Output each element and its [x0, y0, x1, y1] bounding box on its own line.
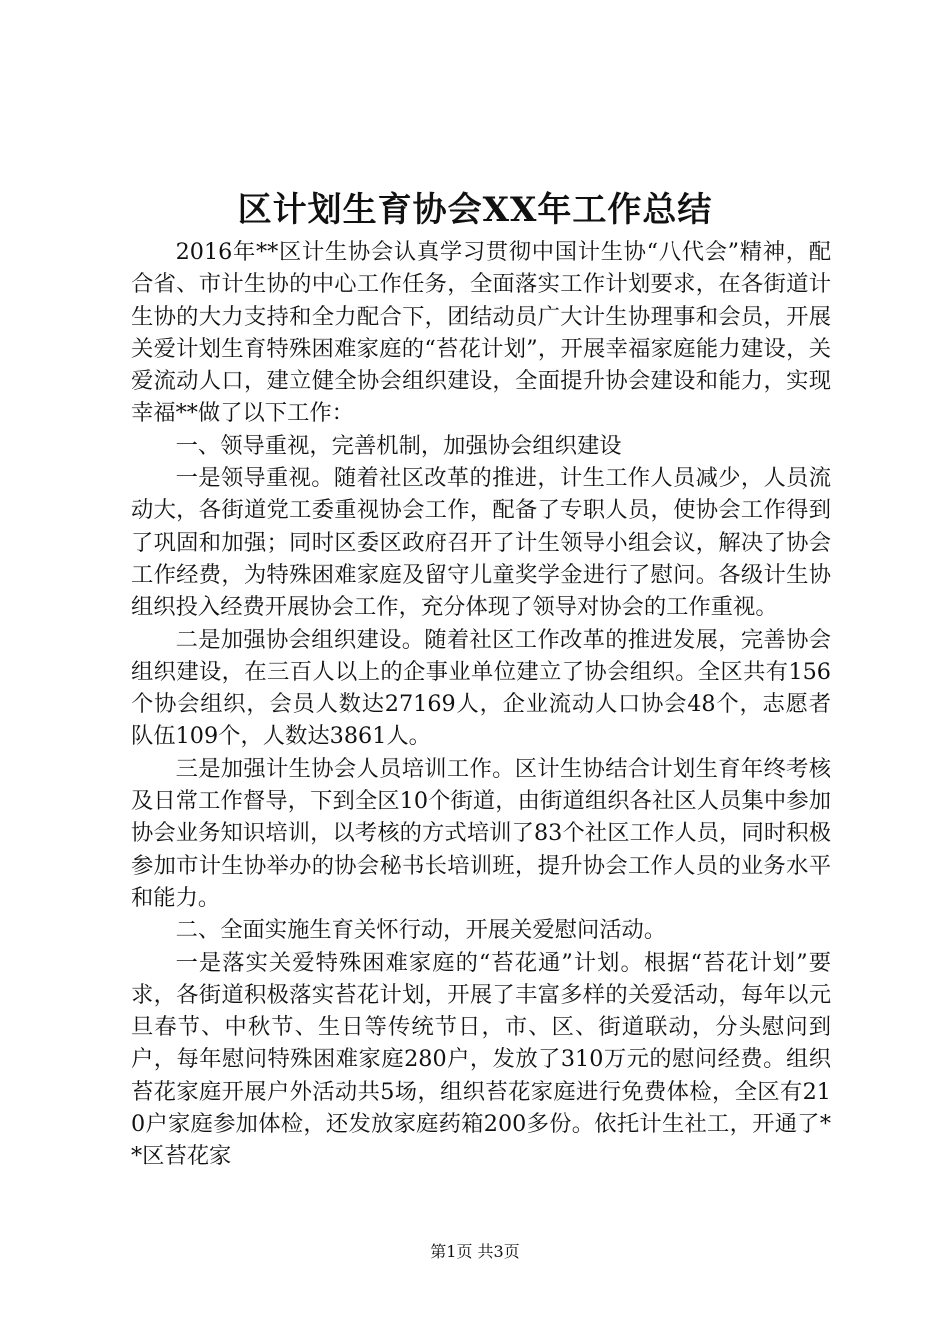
- paragraph-training: 三是加强计生协会人员培训工作。区计生协结合计划生育年终考核及日常工作督导，下到全区10个街道，由街道组织各社区人员集中参加协会业务知识培训，以考核的方式培训了83个社区工作人员，同时积极参加市计生协举办的协会秘书长培训班，提升协会工作人员的业务水平和能力。: [131, 755, 831, 911]
- paragraph-organization: 二是加强协会组织建设。随着社区工作改革的推进发展，完善协会组织建设，在三百人以上的企事业单位建立了协会组织。全区共有156个协会组织，会员人数达27169人，企业流动人口协会48个，志愿者队伍109个，人数达3861人。: [131, 626, 831, 750]
- paragraph-leadership: 一是领导重视。随着社区改革的推进，计生工作人员减少，人员流动大，各街道党工委重视协会工作，配备了专职人员，使协会工作得到了巩固和加强；同时区委区政府召开了计生领导小组会议，解决了协会工作经费，为特殊困难家庭及留守儿童奖学金进行了慰问。各级计生协组织投入经费开展协会工作，充分体现了领导对协会的工作重视。: [131, 465, 831, 621]
- document-body: [131, 236, 831, 1173]
- section-heading-2: 二、全面实施生育关怀行动，开展关爱慰问活动。: [175, 917, 667, 944]
- document-title: 区计划生育协会XX年工作总结: [237, 190, 713, 230]
- section-heading-1: 一、领导重视，完善机制，加强协会组织建设: [175, 432, 622, 459]
- page-footer: 第1页 共3页: [430, 1242, 520, 1261]
- paragraph-intro: 2016年**区计生协会认真学习贯彻中国计生协“八代会”精神，配合省、市计生协的中心工作任务，全面落实工作计划要求，在各街道计生协的大力支持和全力配合下，团结动员广大计生协理事和会员，开展关爱计划生育特殊困难家庭的“苔花计划”，开展幸福家庭能力建设，关爱流动人口，建立健全协会组织建设，全面提升协会建设和能力，实现幸福**做了以下工作：: [131, 239, 831, 427]
- paragraph-taihua: 一是落实关爱特殊困难家庭的“苔花通”计划。根据“苔花计划”要求，各街道积极落实苔花计划，开展了丰富多样的关爱活动，每年以元旦春节、中秋节、生日等传统节日，市、区、街道联动，分头慰问到户，每年慰问特殊困难家庭280户，发放了310万元的慰问经费。组织苔花家庭开展户外活动共5场，组织苔花家庭进行免费体检，全区有210户家庭参加体检，还发放家庭药箱200多份。依托计生社工，开通了**区苔花家: [131, 949, 831, 1170]
